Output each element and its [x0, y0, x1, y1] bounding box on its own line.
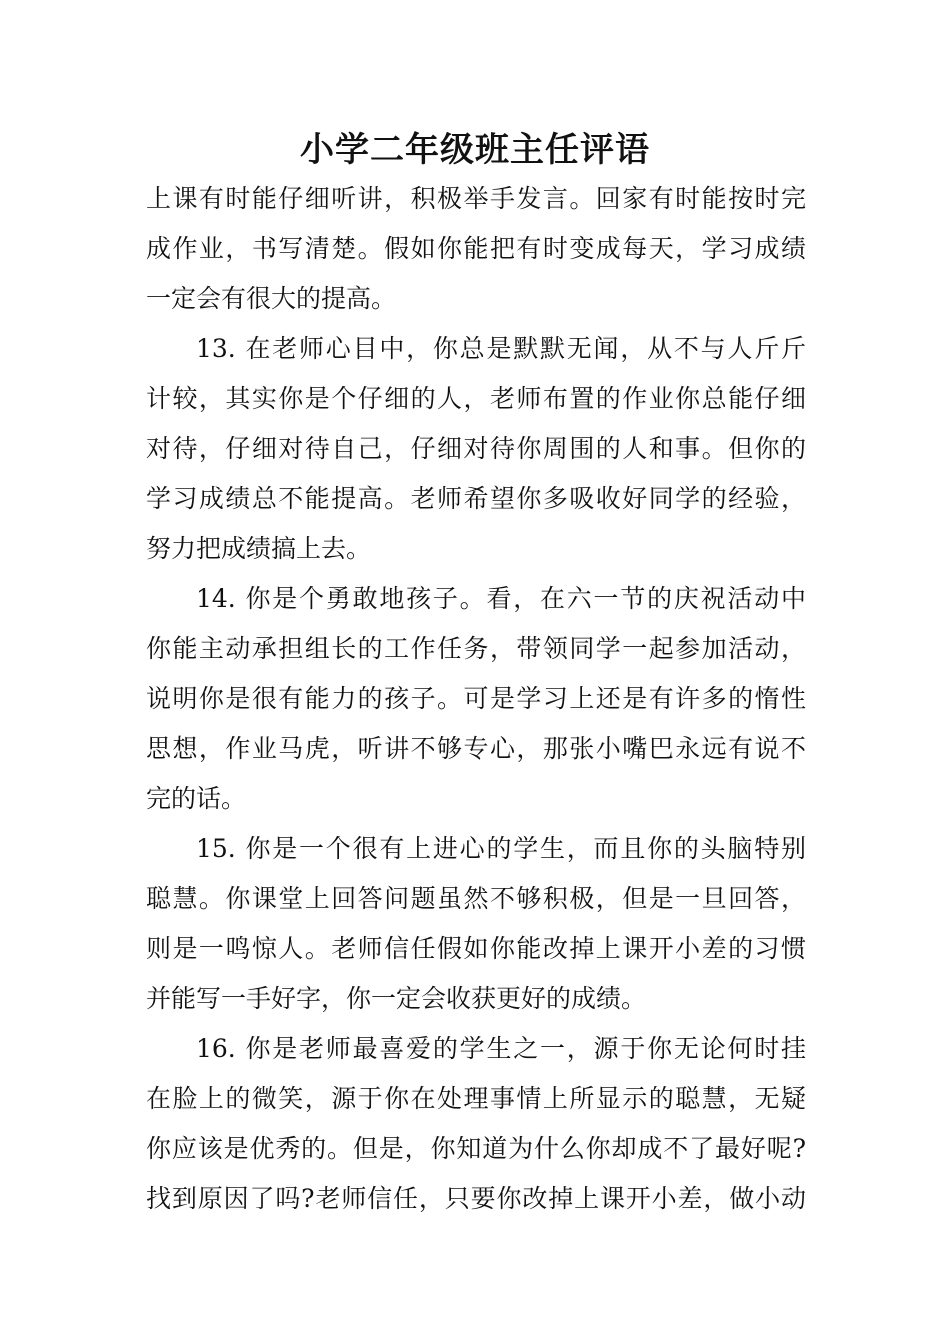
text-line: 计较，其实你是个仔细的人，老师布置的作业你总能仔细 [146, 384, 806, 413]
text-line: 16. 你是老师最喜爱的学生之一，源于你无论何时挂 [196, 1034, 806, 1063]
text-line: 学习成绩总不能提高。老师希望你多吸收好同学的经验， [146, 484, 806, 513]
text-line: 14. 你是个勇敢地孩子。看，在六一节的庆祝活动中 [196, 584, 806, 613]
text-line: 成作业，书写清楚。假如你能把有时变成每天，学习成绩 [146, 234, 806, 263]
text-line: 思想，作业马虎，听讲不够专心，那张小嘴巴永远有说不 [146, 734, 806, 763]
text-line: 找到原因了吗?老师信任，只要你改掉上课开小差，做小动 [146, 1184, 806, 1213]
document-title: 小学二年级班主任评语 [300, 130, 650, 170]
text-line: 说明你是很有能力的孩子。可是学习上还是有许多的惰性 [146, 684, 806, 713]
text-line: 在脸上的微笑，源于你在处理事情上所显示的聪慧，无疑 [146, 1084, 806, 1113]
text-line: 15. 你是一个很有上进心的学生，而且你的头脑特别 [196, 834, 806, 863]
text-line: 13. 在老师心目中，你总是默默无闻，从不与人斤斤 [196, 334, 806, 363]
text-line: 聪慧。你课堂上回答问题虽然不够积极，但是一旦回答， [146, 884, 806, 913]
text-line: 上课有时能仔细听讲，积极举手发言。回家有时能按时完 [146, 184, 806, 213]
text-line: 对待，仔细对待自己，仔细对待你周围的人和事。但你的 [146, 434, 806, 463]
text-line: 则是一鸣惊人。老师信任假如你能改掉上课开小差的习惯 [146, 934, 806, 963]
text-line: 一定会有很大的提高。 [146, 284, 397, 313]
text-line: 努力把成绩搞上去。 [146, 534, 372, 563]
text-line: 完的话。 [146, 784, 247, 813]
text-line: 你应该是优秀的。但是，你知道为什么你却成不了最好呢? [146, 1134, 806, 1163]
text-line: 你能主动承担组长的工作任务，带领同学一起参加活动， [146, 634, 806, 663]
text-line: 并能写一手好字，你一定会收获更好的成绩。 [146, 984, 647, 1013]
